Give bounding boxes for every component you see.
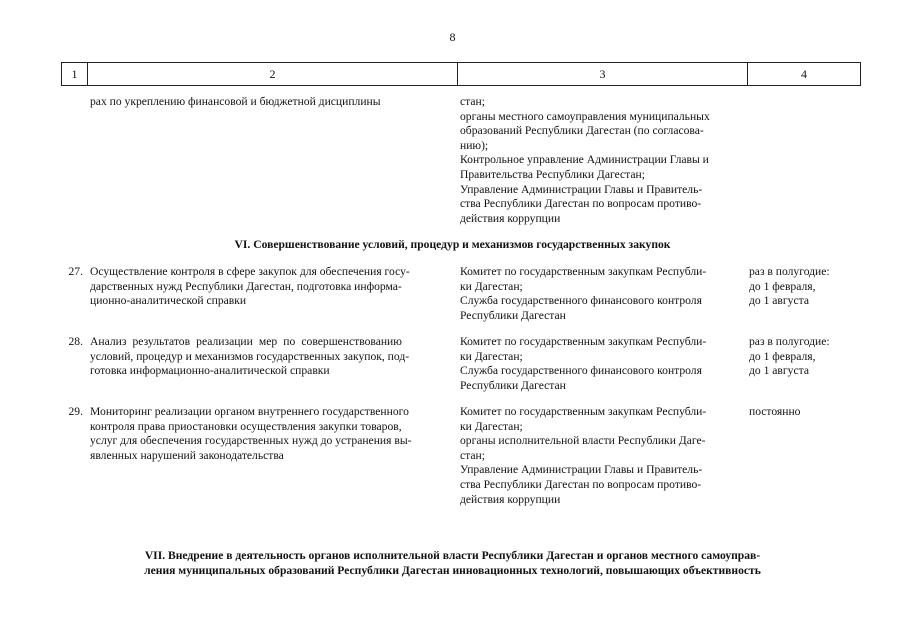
text-line: Осуществление контроля в сфере закупок для обеспечения госу- <box>90 265 410 278</box>
text-line: ки Дагестан; <box>460 419 523 433</box>
row-28-deadline <box>749 335 859 379</box>
text-line: ления муниципальных образований Республики Дагестан инновационных технологий, повышающих объективность <box>144 563 761 577</box>
row-28-responsible <box>460 335 744 393</box>
text-line: стан; <box>460 95 485 108</box>
row-29-number: 29. <box>68 405 83 418</box>
section-6-title: VI. Совершенствование условий, процедур и механизмов государственных закупок <box>234 238 671 251</box>
text-line: ки Дагестан; <box>460 349 523 363</box>
row-27-responsible <box>460 265 744 323</box>
text-line: Республики Дагестан <box>460 308 566 322</box>
row-28-number: 28. <box>68 335 83 348</box>
row-28-description <box>90 335 455 379</box>
text-line: органы исполнительной власти Республики Даге- <box>460 434 706 448</box>
header-cell-2: 2 <box>269 67 276 81</box>
text-line: Анализ результатов реализации мер по совершенствованию <box>90 335 402 348</box>
row-29-responsible <box>460 405 744 507</box>
text-line: стан; <box>460 448 485 462</box>
text-line: раз в полугодие: <box>749 335 830 348</box>
text-line: до 1 августа <box>749 364 809 378</box>
text-line: Контрольное управление Администрации Главы и <box>460 153 709 167</box>
text-line: ционно-аналитической справки <box>90 294 247 308</box>
text-line: Комитет по государственным закупкам Республи- <box>460 405 707 418</box>
continued-row-responsible <box>460 95 744 226</box>
text-line: до 1 февраля, <box>749 349 816 363</box>
page-number: 8 <box>449 30 456 44</box>
text-line: постоянно <box>749 405 801 418</box>
text-line: явленных нарушений законодательства <box>90 448 284 462</box>
row-27-deadline <box>749 265 859 309</box>
header-cell-1: 1 <box>71 67 78 81</box>
text-line: Управление Администрации Главы и Правитель- <box>460 182 703 196</box>
text-line: органы местного самоуправления муниципальных <box>460 109 710 123</box>
row-29-deadline <box>749 405 859 420</box>
continued-row-description <box>90 95 455 110</box>
text-line: ства Республики Дагестан по вопросам противо- <box>460 197 702 211</box>
text-line: Комитет по государственным закупкам Республи- <box>460 265 707 278</box>
text-line: до 1 февраля, <box>749 279 816 293</box>
row-29-description <box>90 405 455 463</box>
table-header <box>61 62 861 86</box>
text-line: услуг для обеспечения государственных нужд до устранения вы- <box>90 434 412 448</box>
header-cell-3: 3 <box>599 67 606 81</box>
row-27-number: 27. <box>68 265 83 278</box>
text-line: рах по укреплению финансовой и бюджетной дисциплины <box>90 95 381 108</box>
text-line: действия коррупции <box>460 211 561 225</box>
text-line: ства Республики Дагестан по вопросам противо- <box>460 477 702 491</box>
text-line: раз в полугодие: <box>749 265 830 278</box>
text-line: Служба государственного финансового контроля <box>460 294 702 308</box>
row-27-description <box>90 265 455 309</box>
text-line: Управление Администрации Главы и Правитель- <box>460 463 703 477</box>
header-cell-4: 4 <box>801 67 807 81</box>
text-line: готовка информационно-аналитической справки <box>90 364 330 378</box>
text-line: Комитет по государственным закупкам Республи- <box>460 335 707 348</box>
text-line: до 1 августа <box>749 294 809 308</box>
text-line: условий, процедур и механизмов государственных закупок, под- <box>90 349 410 363</box>
text-line: нию); <box>460 138 489 152</box>
text-line: Республики Дагестан <box>460 378 566 392</box>
text-line: ки Дагестан; <box>460 279 523 293</box>
text-line: Служба государственного финансового контроля <box>460 364 702 378</box>
text-line: дарственных нужд Республики Дагестан, подготовка информа- <box>90 279 402 293</box>
text-line: образований Республики Дагестан (по согласова- <box>460 124 704 138</box>
text-line: действия коррупции <box>460 492 561 506</box>
section-7-title <box>0 549 905 578</box>
text-line: Правительства Республики Дагестан; <box>460 167 645 181</box>
text-line: VII. Внедрение в деятельность органов исполнительной власти Республики Дагестан и органов местного самоуправ- <box>144 549 761 562</box>
text-line: Мониторинг реализации органом внутреннего государственного <box>90 405 409 418</box>
text-line: контроля права приостановки осуществления закупки товаров, <box>90 419 402 433</box>
